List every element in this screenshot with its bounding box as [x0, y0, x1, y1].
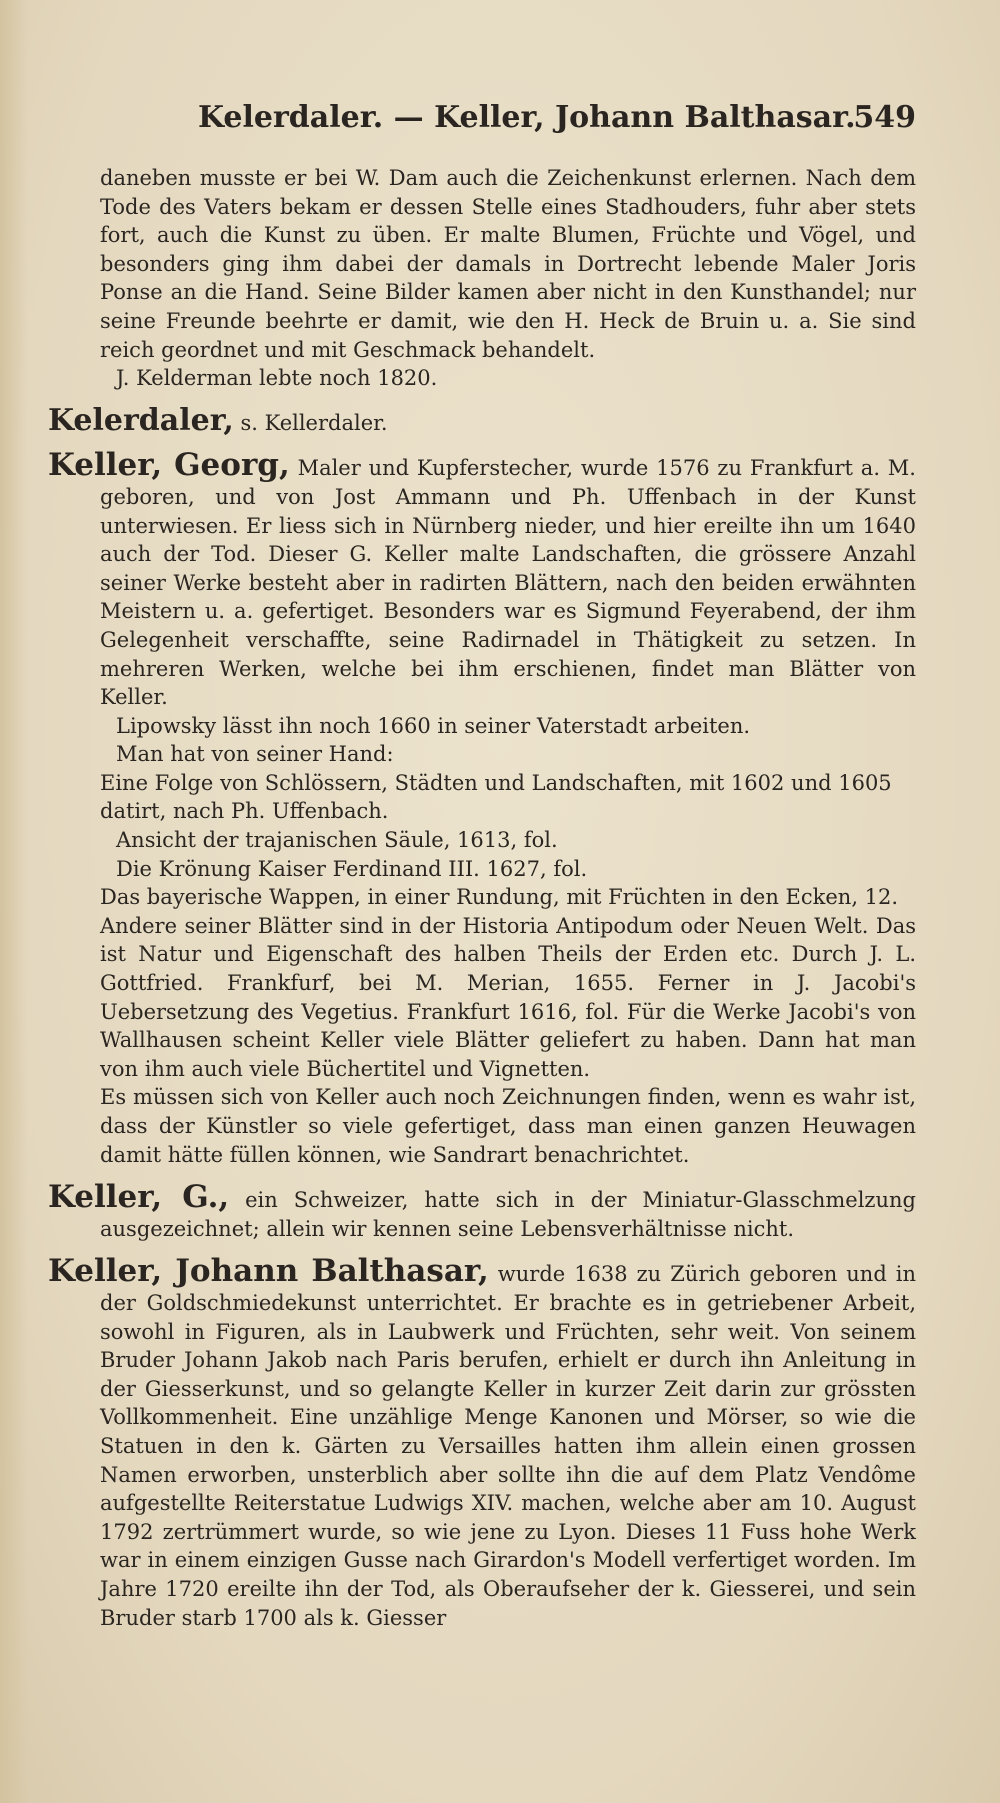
- work-item: Die Krönung Kaiser Ferdinand III. 1627, fol.: [116, 856, 588, 881]
- work-item: Eine Folge von Schlössern, Städten und Landschaften, mit 1602 und 1605 datirt, nach Ph. Uffenbach.: [100, 770, 892, 824]
- entry-keller-georg: [48, 447, 916, 711]
- detail-paragraph: Andere seiner Blätter sind in der Historia Antipodum oder Neuen Welt. Das ist Natur und Eigenschaft des halben Theils der Erden etc. Durch J. L. Gottfried. Frankfurf, bei M. Merian, 1655. Ferner in J. Jacobi's Uebersetzung des Vegetius. Frankfurt 1616, fol. Für die Werke Jacobi's von Wallhausen scheint Keller viele Blätter geliefert zu haben. Dann hat man von ihm auch viele Büchertitel und Vignetten.: [100, 913, 916, 1081]
- intro-note: J. Kelderman lebte noch 1820.: [116, 366, 438, 391]
- entry-keller-georg-details: [48, 712, 916, 1170]
- entry-text: ein Schweizer, hatte sich in der Miniatur-Glasschmelzung ausgezeichnet; allein wir kennen seine Lebensverhältnisse nicht.: [100, 1188, 916, 1241]
- page-body: [48, 164, 916, 1632]
- page-edge-stain: [0, 0, 28, 1803]
- entry-text: s. Kellerdaler.: [233, 410, 388, 435]
- entry-lemma: Keller, G.,: [48, 1179, 230, 1216]
- work-item: Das bayerische Wappen, in einer Rundung, mit Früchten in den Ecken, 12.: [100, 885, 899, 910]
- entry-text: wurde 1638 zu Zürich geboren und in der Goldschmiedekunst unterrichtet. Er brachte es in getriebener Arbeit, sowohl in Figuren, als in Laubwerk und Früchten, sehr weit. Von seinem Bruder Johann Jakob nach Paris berufen, erhielt er durch ihn Anleitung in der Giesserkunst, und so gelangte Keller in kurzer Zeit darin zur grössten Vollkommenheit. Eine unzählige Menge Kanonen und Mörser, so wie die Statuen in den k. Gärten zu Versailles hatten ihm allein einen grossen Namen erworben, unsterblich aber sollte ihn die auf dem Platz Vendôme aufgestellte Reiterstatue Ludwigs XIV. machen, welche aber am 10. August 1792 zertrümmert wurde, so wie jene zu Lyon. Dieses 11 Fuss hohe Werk war in einem einzigen Gusse nach Girardon's Modell verfertiget worden. Im Jahre 1720 ereilte ihn der Tod, als Oberaufseher der k. Giesserei, und sein Bruder starb 1700 als k. Giesser: [100, 1262, 916, 1630]
- page-number: 549: [853, 100, 916, 135]
- entry-keller-johann-balthasar: [48, 1253, 916, 1632]
- detail-paragraph: Es müssen sich von Keller auch noch Zeichnungen finden, wenn es wahr ist, dass der Künstler so viele gefertiget, dass man einen ganzen Heuwagen damit hätte füllen können, wie Sandrart benachrichtet.: [100, 1085, 916, 1167]
- intro-paragraph: daneben musste er bei W. Dam auch die Zeichenkunst erlernen. Nach dem Tode des Vaters bekam er dessen Stelle eines Stadhouders, fuhr aber stets fort, auch die Kunst zu üben. Er malte Blumen, Früchte und Vögel, und besonders ging ihm dabei der damals in Dortrecht lebende Maler Joris Ponse an die Hand. Seine Bilder kamen aber nicht in den Kunsthandel; nur seine Freunde beehrte er damit, wie den H. Heck de Bruin u. a. Sie sind reich geordnet und mit Geschmack behandelt.: [100, 166, 916, 362]
- entry-text: Maler und Kupferstecher, wurde 1576 zu Frankfurt a. M. geboren, und von Jost Ammann und Ph. Uffenbach in der Kunst unterwiesen. Er liess sich in Nürnberg nieder, und hier ereilte ihn um 1640 auch der Tod. Dieser G. Keller malte Landschaften, die grössere Anzahl seiner Werke besteht aber in radirten Blättern, nach den beiden erwähnten Meistern u. a. gefertiget. Besonders war es Sigmund Feyerabend, der ihm Gelegenheit verschaffte, seine Radirnadel in Thätigkeit zu setzen. In mehreren Werken, welche bei ihm erschienen, findet man Blätter von Keller.: [100, 456, 916, 710]
- detail-line: Man hat von seiner Hand:: [116, 742, 394, 767]
- entry-kelerdaler: [48, 402, 916, 438]
- running-title: Kelerdaler. — Keller, Johann Balthasar.: [198, 100, 856, 135]
- entry-lemma: Kelerdaler,: [48, 402, 234, 438]
- entry-lemma: Keller, Johann Balthasar,: [48, 1253, 489, 1290]
- entry-keller-g: [48, 1179, 916, 1243]
- work-item: Ansicht der trajanischen Säule, 1613, fol.: [116, 828, 558, 853]
- entry-lemma: Keller, Georg,: [48, 447, 290, 484]
- detail-line: Lipowsky lässt ihn noch 1660 in seiner Vaterstadt arbeiten.: [116, 713, 751, 738]
